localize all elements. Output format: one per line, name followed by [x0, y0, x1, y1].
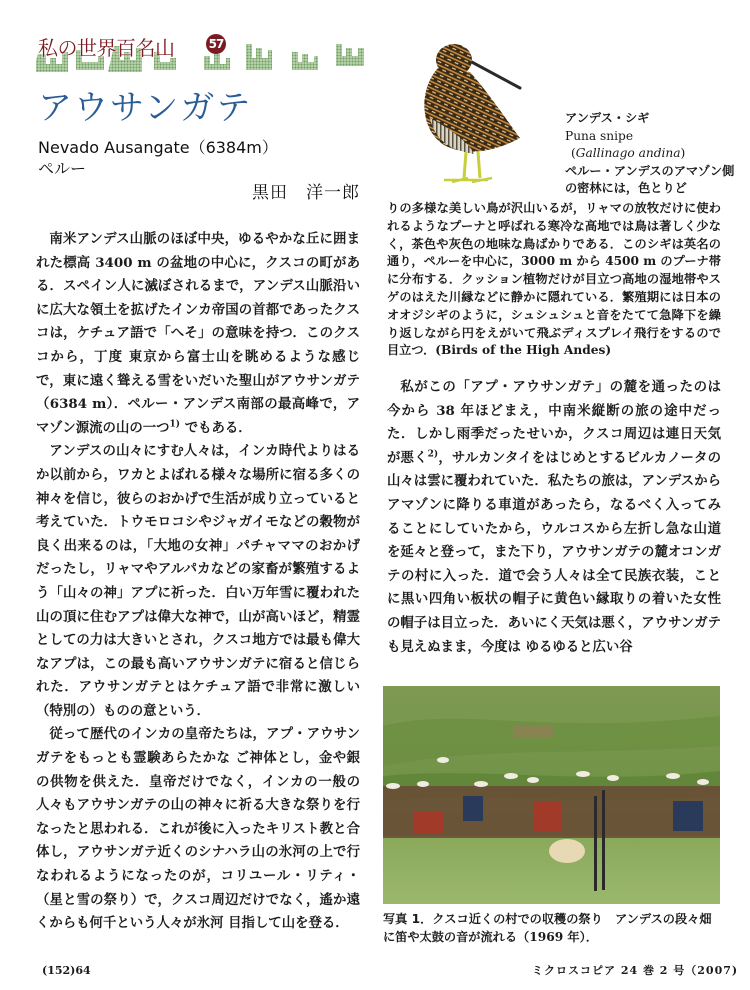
country: ペルー [38, 159, 87, 178]
page-number: (152)64 [42, 964, 91, 977]
paragraph: 従って歴代のインカの皇帝たちは，アプ・アウサンガテをもっとも霊験あらたかな ご神体とし，金や銀の供物を供えた．皇帝だけでなく，インカの一般の人々もアウサンガテの山の神々に祈る大きな祭りを行なったと思われる．これが後に入ったキリスト教と合体し，アウサンガテ近くのシナハラ山の氷河の上で行なわれるようになったのが，コリユール・リティ・（星と雪の祭り）で，クスコ周辺だけでなく，遙か遠くからも何千という人々が氷河 目指して山を登る． [36, 726, 360, 932]
footnote-ref: 2) [427, 449, 439, 460]
page-title: アウサンガテ [38, 88, 253, 128]
paragraph: アンデスの山々にすむ人々は，インカ時代よりはるか以前から，ワカとよばれる様々な場所に宿る多くの神々を信じ，彼らのおかげで生活が成り立っていると考えていた．トウモロコシやジャガイモなどの穀物が良く出来るのは，「大地の女神」パチャママのおかげだったし，リャマやアルパカなどの家畜が繁殖するよう「山々の神」アプに祈った．白い万年雪に覆われた山の頂に住むアプは偉大な神で，山が高いほど，精霊としての力は大きいとされ，クスコ地方では最も偉大なアプは，この最も高いアウサンガテに宿ると信じられた．アウサンガテとはケチュア語で非常に激しい（特別の）ものの意という． [36, 443, 360, 719]
left-column [36, 228, 360, 936]
bird-description: りの多様な美しい鳥が沢山いるが，リャマの放牧だけに使われるようなプーナと呼ばれる寒冷な高地では鳥は著しく少なく，茶色や灰色の地味な鳥ばかりである．このシギは英名の通り，ペルーを中心に，3000 m から 4500 m のプーナ帯に分布する．クッション植物だけが目立つ高地の湿地帯やスゲのはえた川縁などに静かに隠れている．繁殖期には日本のオオジシギのように，シュシュシュと音をたてて急降下を繰り返しながら円をえがいて飛ぶディスプレイ飛行をするので目立つ．(Birds of the High Andes) [387, 201, 721, 358]
bird-caption [565, 110, 735, 198]
author: 黒田 洋一郎 [252, 183, 360, 203]
paragraph: 私がこの「アプ・アウサンガテ」の麓を通ったのは今から 38 年ほどまえ，中南米縦断の旅の途中だった．しかし雨季だったせいか，クスコ周辺は連日天気が悪く$^{2)}$，サルカンタイをはじめとするビルカノータの山々は雲に覆われていた．私たちの旅は，アンデスからアマゾンに降りる車道があったら，なるべく入ってみることにしていたから，ウルコスから左折し急な山道を延々と登って，また下り，アウサンガテの麓オコンガテの村に入った．道で会う人々は全て民族衣装，ことに黒い四角い板状の帽子に黄色い縁取りの着いた女性の帽子は目立った．あいにく天気は悪く，アウサンガテも見えぬまま，今度は ゆるゆると広い谷 [387, 379, 722, 655]
right-column [387, 376, 721, 659]
journal-citation: ミクロスコピア 24 巻 2 号（2007) [532, 964, 739, 977]
photo-caption [383, 910, 723, 946]
snipe-bird-illustration [408, 30, 538, 190]
series-number-badge: 57 [206, 34, 226, 54]
photo-caption-label: 写真 1．クスコ近くの村での収穫の祭り [383, 912, 603, 926]
mountain-name-en: Nevado Ausangate（6384m） [38, 138, 278, 157]
series-title: 私の世界百名山 [38, 36, 175, 60]
photo-caption-text: アンデスの段々畑に笛や太鼓の音が流れる（1969 年）． [383, 912, 712, 944]
footnote-ref: 1) [169, 419, 181, 430]
bird-text-head: ペルー・アンデスのアマゾン側の密林には，色とりど [565, 163, 735, 196]
harvest-festival-photo [383, 686, 720, 904]
bird-name-scientific: (Gallinago andina) [571, 146, 686, 161]
series-header [36, 30, 376, 74]
bird-name-jp: アンデス・シギ [565, 111, 650, 125]
bird-name-en: Puna snipe [565, 128, 634, 143]
paragraph: 南米アンデス山脈のほぼ中央，ゆるやかな丘に囲まれた標高 3400 m の盆地の中心に，クスコの町がある．スペイン人に滅ぼされるまで，アンデス山脈沿いに広大な領土を拡げたインカ帝国の首都であったクスコは，ケチュア語で「へそ」の意味を持つ．このクスコから，丁度 東京から富士山を眺めるような感じで，東に遠く聳える雪をいだいた聖山がアウサンガテ（6384 m）．ペルー・アンデス南部の最高峰で，アマゾン源流の山の一つ$^{1)}$ でもある． [36, 231, 360, 436]
